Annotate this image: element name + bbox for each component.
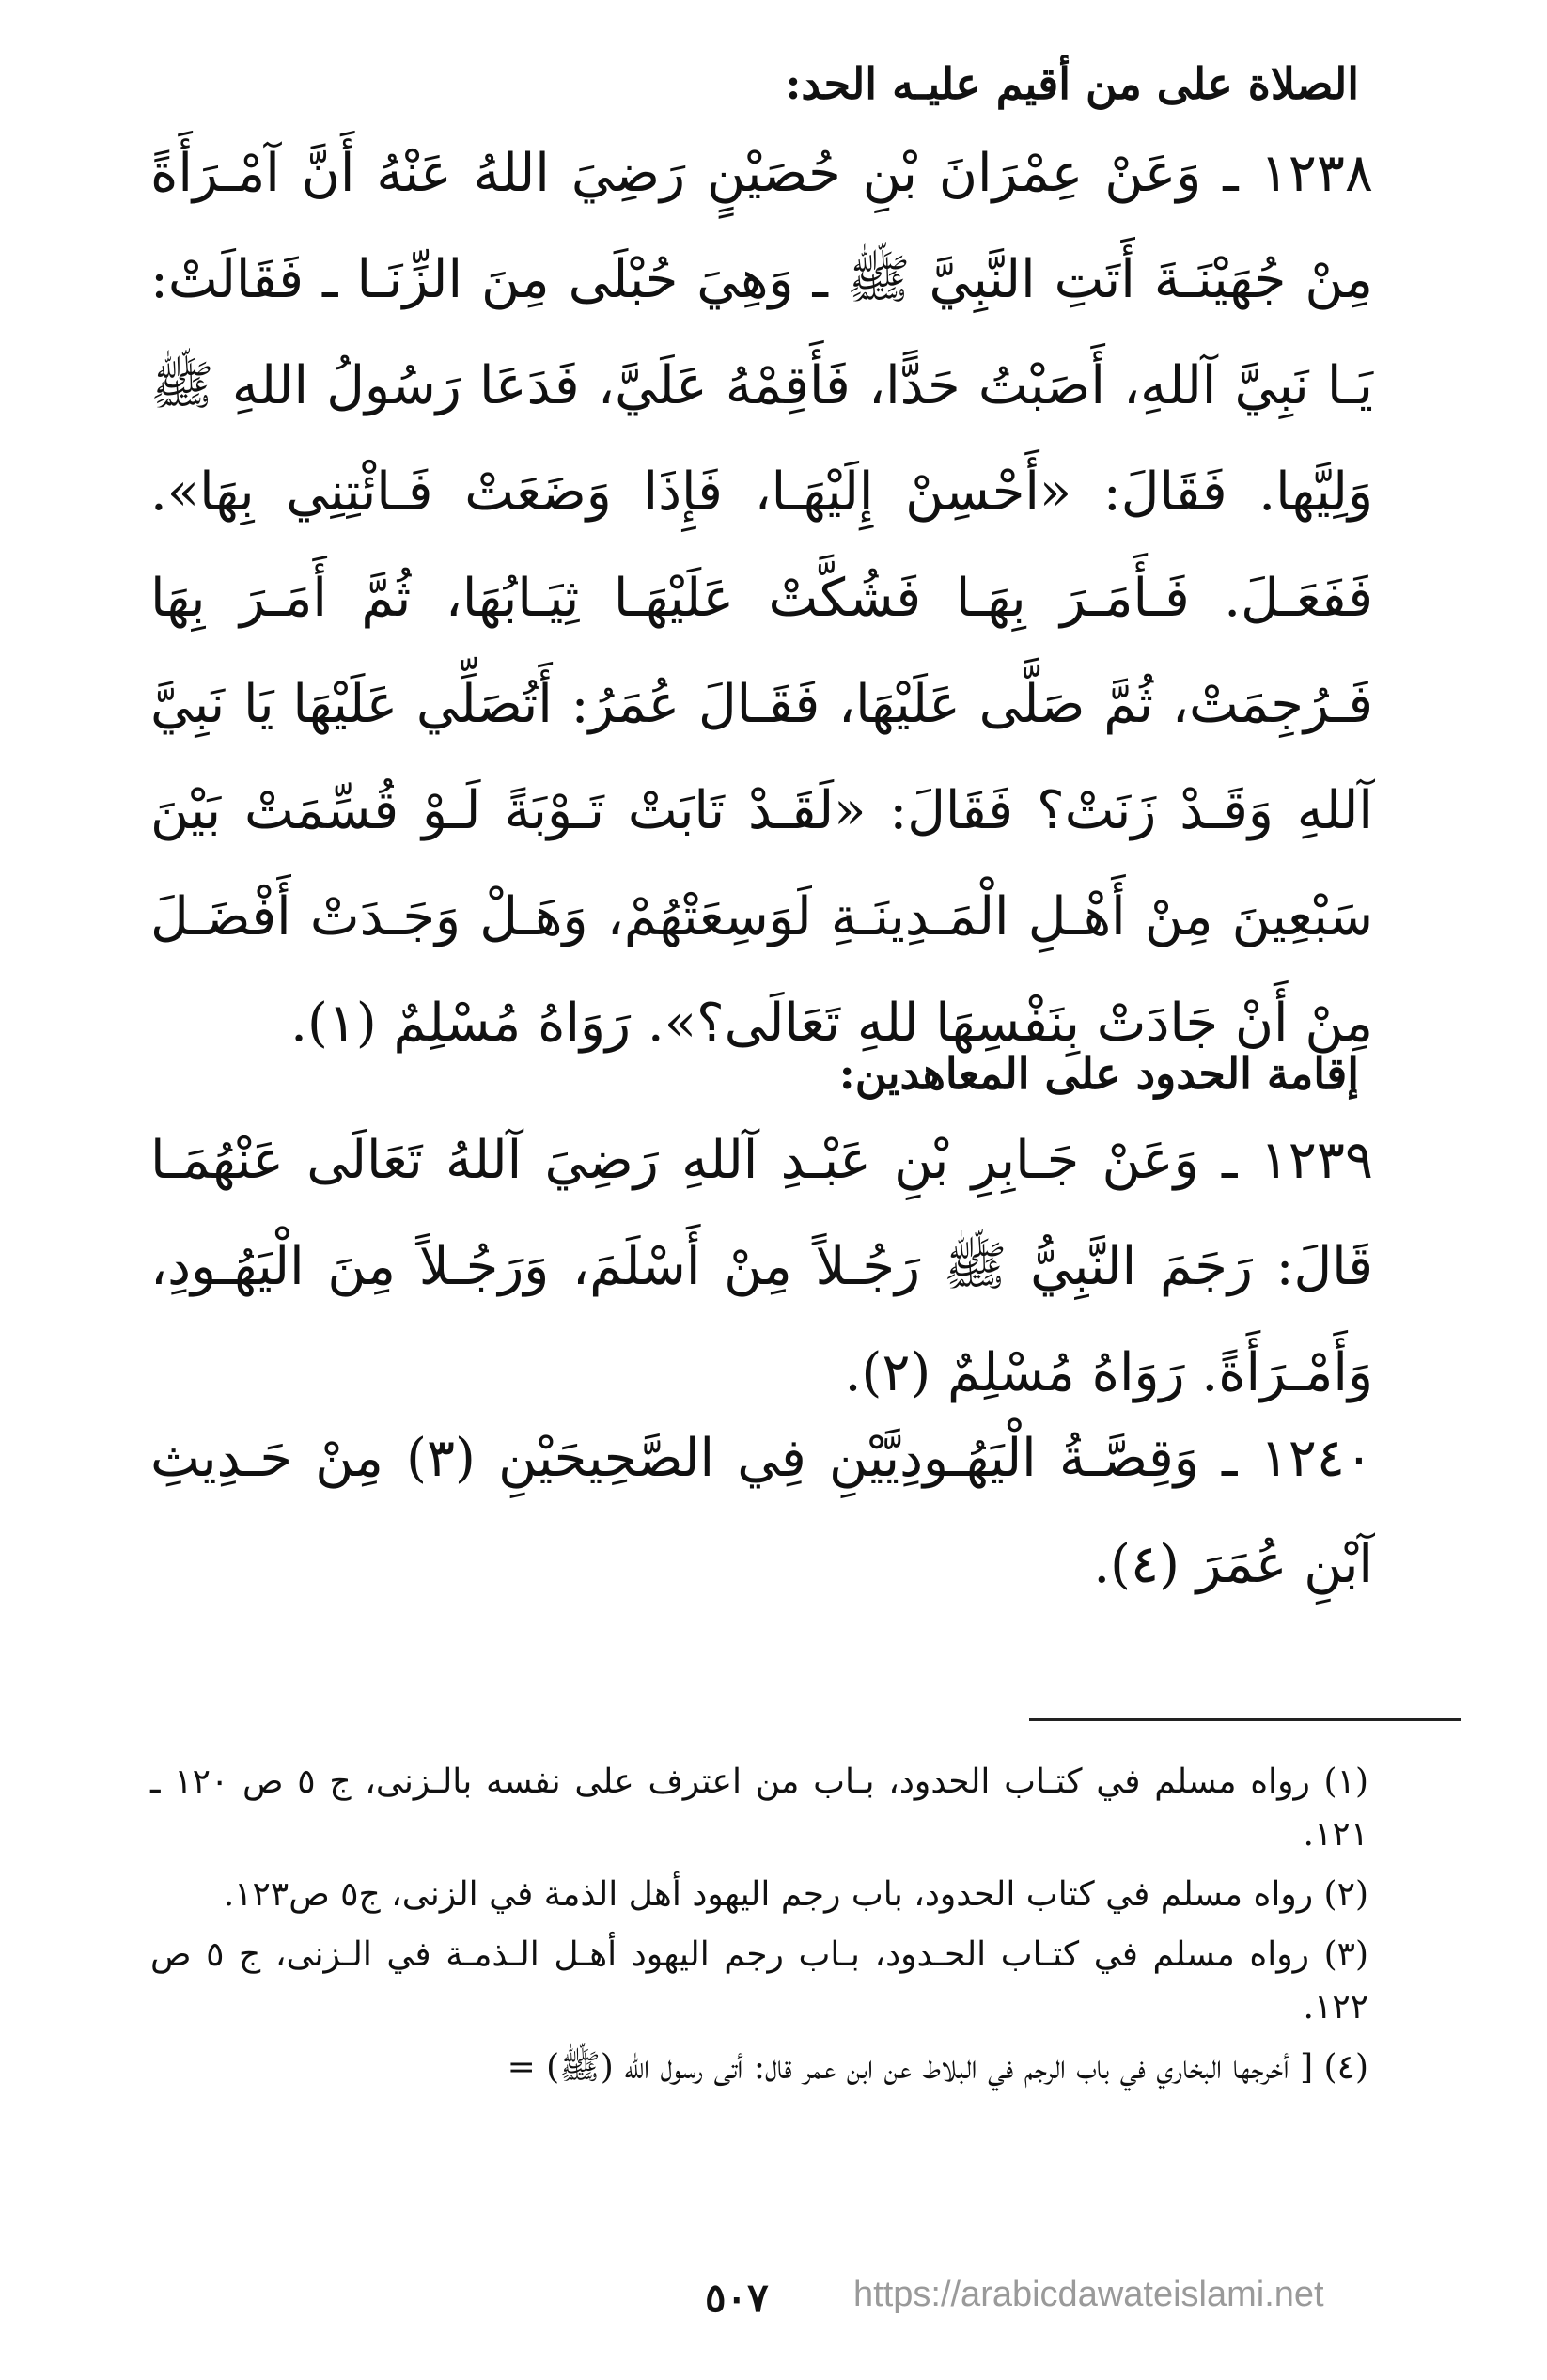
- footnote-2: (٢) رواه مسلم في كتاب الحدود، باب رجم اليهود أهل الذمة في الزنى، ج٥ ص١٢٣.: [223, 1875, 1368, 1914]
- page-number: ٥٠٧: [705, 2275, 769, 2321]
- section-heading-1: الصلاة على من أقيم عليـه الحد:: [785, 58, 1359, 109]
- hadith-1239-paragraph: ١٢٣٩ ـ وَعَنْ جَـابِرِ بْنِ عَبْـدِ آللهِ رَضِيَ آللهُ تَعَالَى عَنْهُمَـا قَالَ: رَجَمَ النَّبِيُّ ﷺ رَجُـلاً مِنْ أَسْلَمَ، وَرَجُـلاً مِنَ الْيَهُـودِ، وَأَمْـرَأَةً. رَوَاهُ مُسْلِمٌ (٢).: [150, 1130, 1374, 1403]
- footnote-1: (١) رواه مسلم في كتـاب الحدود، بـاب من اعترف على نفسه بالـزنى، ج ٥ ص ١٢٠ ـ ١٢١.: [150, 1762, 1368, 1854]
- footnote-3: (٣) رواه مسلم في كتـاب الحـدود، بـاب رجم اليهود أهـل الـذمـة في الـزنى، ج ٥ ص ١٢٢.: [150, 1935, 1369, 2027]
- hadith-1238-paragraph: ١٢٣٨ ـ وَعَنْ عِمْرَانَ بْنِ حُصَيْنٍ رَضِيَ اللهُ عَنْهُ أَنَّ آمْـرَأَةً مِنْ جُهَيْنَـةَ أَتَتِ النَّبِيَّ ﷺ ـ وَهِيَ حُبْلَى مِنَ الزِّنَـا ـ فَقَالَتْ: يَـا نَبِيَّ آللهِ، أَصَبْتُ حَدًّا، فَأَقِمْهُ عَلَيَّ، فَدَعَا رَسُولُ اللهِ ﷺ وَلِيَّها. فَقَالَ: «أَحْسِنْ إِلَيْهَـا، فَإِذَا وَضَعَتْ فَـائْتِنِي بِهَا». فَفَعَـلَ. فَـأَمَـرَ بِهَـا فَشُكَّتْ عَلَيْهَـا ثِيَـابُهَا، ثُمَّ أَمَـرَ بِهَا فَـرُجِمَتْ، ثُمَّ صَلَّى عَلَيْهَا، فَقَـالَ عُمَرُ: أَتُصَلِّي عَلَيْهَا يَا نَبِيَّ آللهِ وَقَـدْ زَنَتْ؟ فَقَالَ: «لَقَـدْ تَابَتْ تَـوْبَةً لَـوْ قُسِّمَتْ بَيْنَ سَبْعِينَ مِنْ أَهْـلِ الْمَـدِينَـةِ لَوَسِعَتْهُمْ، وَهَـلْ وَجَـدَتْ أَفْضَـلَ مِنْ أَنْ جَادَتْ بِنَفْسِهَا للهِ تَعَالَى؟». رَوَاهُ مُسْلِمٌ (١).: [150, 143, 1373, 1054]
- footnotes: [150, 1756, 1368, 2102]
- footnote-4: (٤) [ أخرجها البخاري في باب الرجم في البلاط عن ابن عمر قال: أتى رسول الله (ﷺ) =: [507, 2048, 1368, 2087]
- section-heading-2: إقامة الحدود على المعاهدين:: [838, 1048, 1359, 1099]
- watermark-url: https://arabicdawateislami.net: [853, 2275, 1324, 2314]
- hadith-1240-paragraph: ١٢٤٠ ـ وَقِصَّـةُ الْيَهُـودِيَّيْنِ فِي الصَّحِيحَيْنِ (٣) مِنْ حَـدِيثِ آبْنِ عُمَرَ (٤).: [150, 1428, 1373, 1595]
- footnote-divider: [1029, 1718, 1461, 1721]
